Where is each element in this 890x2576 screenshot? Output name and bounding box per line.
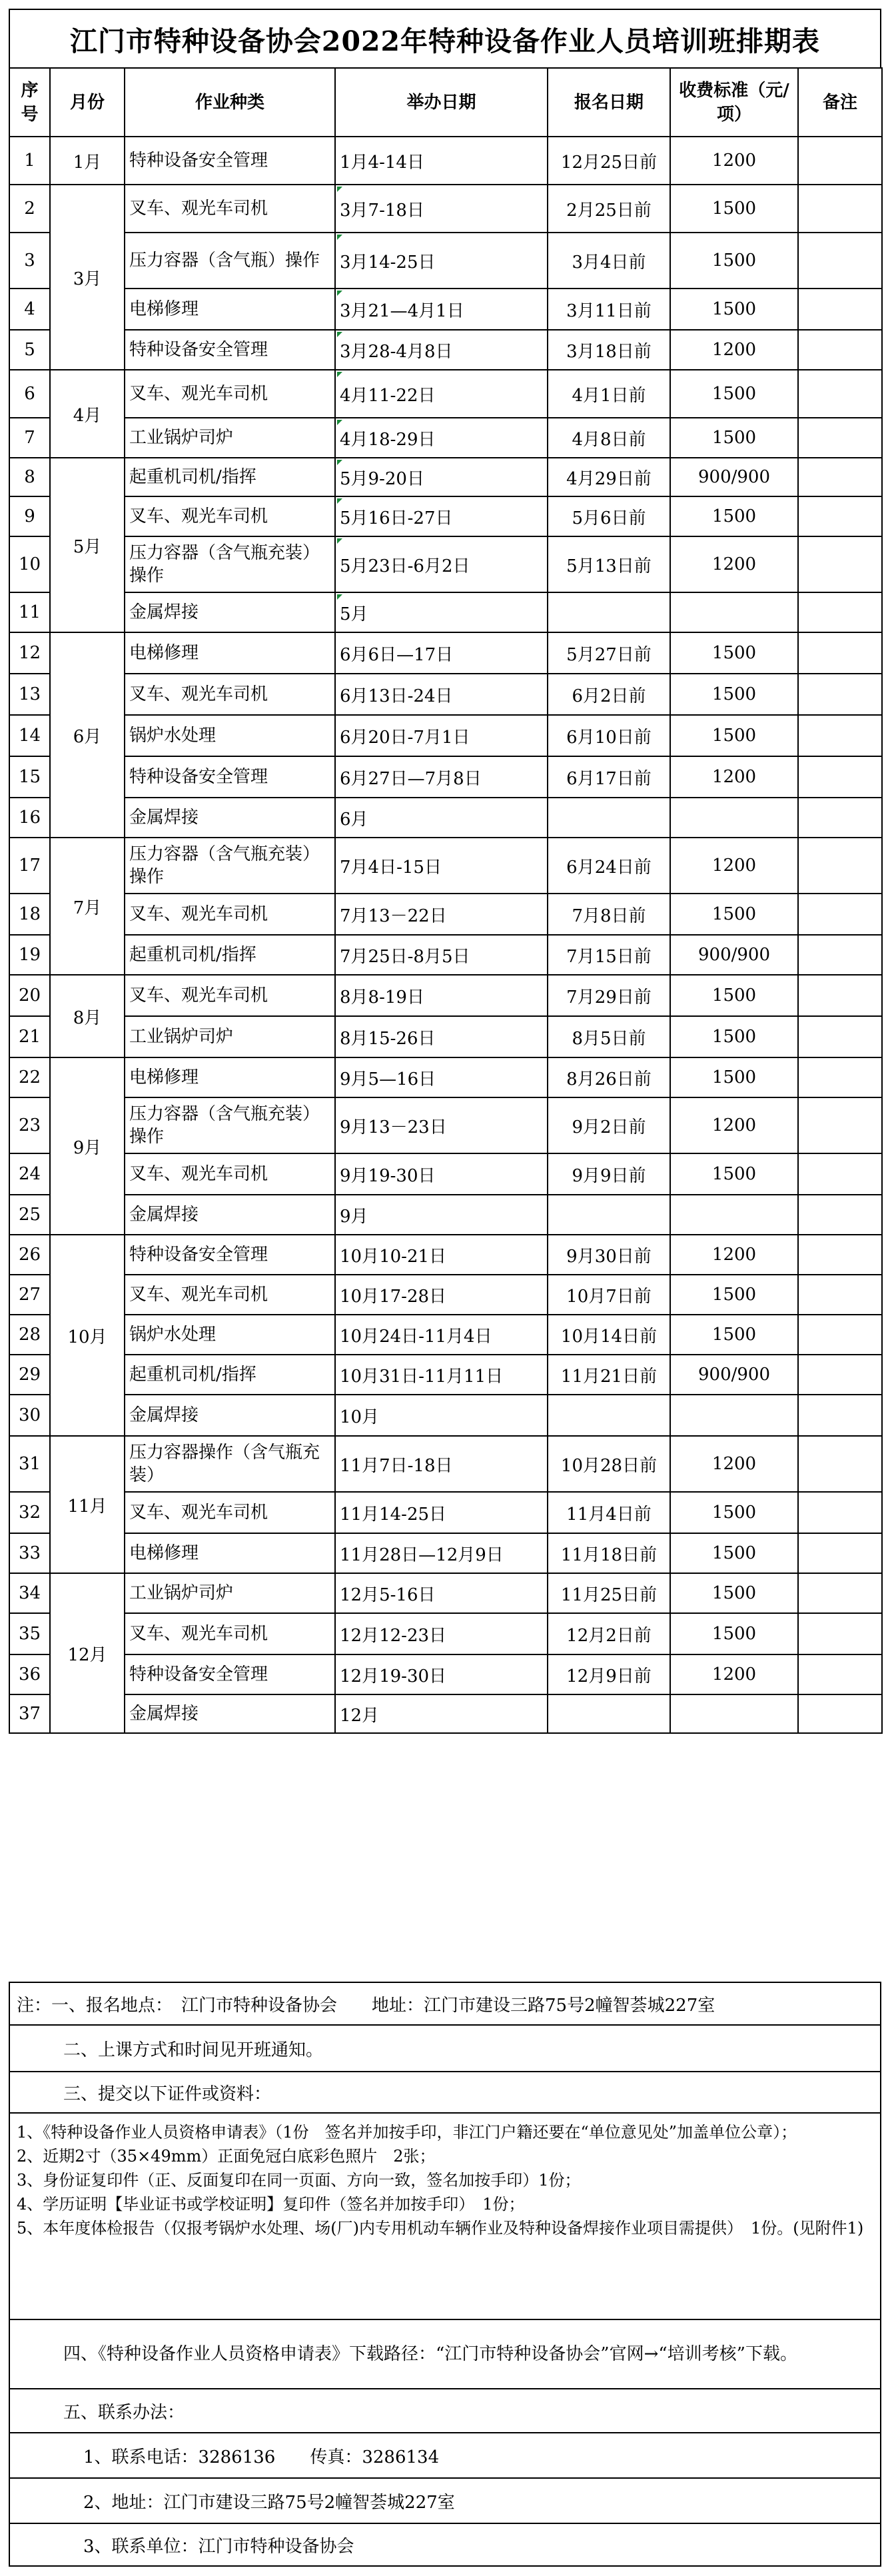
- remark-cell: [798, 1436, 882, 1492]
- fee-cell: 1200: [670, 330, 798, 370]
- fee-cell: 1200: [670, 1097, 798, 1153]
- list-item: 4、学历证明【毕业证书或学校证明】复印件（签名并加按手印） 1份；: [17, 2195, 525, 2214]
- registration-deadline-cell: [548, 1195, 670, 1235]
- row-number: 17: [9, 838, 50, 894]
- job-type-cell: 起重机司机/指挥: [125, 458, 335, 496]
- job-type-cell: 金属焊接: [125, 1395, 335, 1436]
- registration-deadline-cell: 3月18日前: [548, 330, 670, 370]
- fee-cell: 1200: [670, 137, 798, 185]
- table-row: [9, 1654, 882, 1694]
- fee-cell: 1500: [670, 674, 798, 715]
- fee-cell: 1500: [670, 894, 798, 935]
- registration-deadline-cell: 6月10日前: [548, 715, 670, 756]
- row-number: 26: [9, 1235, 50, 1275]
- remark-cell: [798, 592, 882, 632]
- table-row: [9, 632, 882, 674]
- fee-cell: [670, 592, 798, 632]
- registration-deadline-cell: 9月2日前: [548, 1097, 670, 1153]
- table-row: [9, 418, 882, 458]
- row-number: 16: [9, 798, 50, 838]
- row-number: 2: [9, 185, 50, 233]
- table-row: [9, 1057, 882, 1097]
- fee-cell: 1500: [670, 1016, 798, 1057]
- date-cell: 6月27日—7月8日: [335, 756, 548, 798]
- remark-cell: [798, 1613, 882, 1654]
- row-number: 12: [9, 632, 50, 674]
- fee-cell: 1500: [670, 975, 798, 1016]
- registration-deadline-cell: 10月14日前: [548, 1315, 670, 1355]
- job-type-cell: 电梯修理: [125, 632, 335, 674]
- table-row: [9, 1153, 882, 1195]
- fee-cell: 1500: [670, 1573, 798, 1613]
- registration-deadline-cell: 7月8日前: [548, 894, 670, 935]
- fee-cell: [670, 798, 798, 838]
- fee-cell: 1500: [670, 1492, 798, 1533]
- table-row: [9, 1275, 882, 1315]
- page-title: 江门市特种设备协会2022年特种设备作业人员培训班排期表: [9, 9, 881, 69]
- job-type-cell: 金属焊接: [125, 798, 335, 838]
- contact-address: 2、地址：江门市建设三路75号2幢智荟城227室: [10, 2477, 880, 2523]
- header-month: 月份: [50, 68, 125, 137]
- row-number: 14: [9, 715, 50, 756]
- remark-cell: [798, 137, 882, 185]
- table-row: [9, 1613, 882, 1654]
- date-cell: 9月: [335, 1195, 548, 1235]
- fee-cell: 900/900: [670, 458, 798, 496]
- remark-cell: [798, 458, 882, 496]
- notes-section: [9, 1982, 881, 2567]
- fee-cell: 1200: [670, 1436, 798, 1492]
- table-row: [9, 1533, 882, 1573]
- registration-deadline-cell: [548, 798, 670, 838]
- table-row: [9, 1694, 882, 1733]
- remark-cell: [798, 1153, 882, 1195]
- date-cell: 9月5—16日: [335, 1057, 548, 1097]
- remark-cell: [798, 798, 882, 838]
- fee-cell: 1500: [670, 1153, 798, 1195]
- table-row: [9, 137, 882, 185]
- table-row: [9, 1195, 882, 1235]
- date-cell: 6月20日-7月1日: [335, 715, 548, 756]
- table-row: [9, 458, 882, 496]
- row-number: 20: [9, 975, 50, 1016]
- fee-cell: 1500: [670, 632, 798, 674]
- registration-deadline-cell: 11月21日前: [548, 1355, 670, 1395]
- fee-cell: 1500: [670, 1533, 798, 1573]
- list-item: 3、身份证复印件（正、反面复印在同一页面、方向一致，签名加按手印）1份；: [17, 2171, 581, 2190]
- registration-deadline-cell: 10月7日前: [548, 1275, 670, 1315]
- fee-cell: 1200: [670, 756, 798, 798]
- registration-deadline-cell: 4月1日前: [548, 370, 670, 418]
- note-documents: 三、提交以下证件或资料：: [10, 2071, 880, 2112]
- list-item: 5、本年度体检报告（仅报考锅炉水处理、场(厂)内专用机动车辆作业及特种设备焊接作业项目需提供） 1份。(见附件1): [17, 2219, 864, 2238]
- fee-cell: 1500: [670, 1275, 798, 1315]
- row-number: 33: [9, 1533, 50, 1573]
- header-no: 序号: [9, 68, 50, 137]
- registration-deadline-cell: 12月25日前: [548, 137, 670, 185]
- table-row: [9, 1235, 882, 1275]
- fee-cell: 900/900: [670, 1355, 798, 1395]
- remark-cell: [798, 838, 882, 894]
- job-type-cell: 工业锅炉司炉: [125, 1016, 335, 1057]
- date-cell: 6月6日—17日: [335, 632, 548, 674]
- table-row: [9, 592, 882, 632]
- table-row: [9, 1395, 882, 1436]
- table-row: [9, 1492, 882, 1533]
- table-row: [9, 185, 882, 233]
- table-row: [9, 756, 882, 798]
- month-cell: 3月: [50, 185, 125, 370]
- date-cell: 4月18-29日: [335, 418, 548, 458]
- fee-cell: 900/900: [670, 935, 798, 975]
- remark-cell: [798, 536, 882, 592]
- job-type-cell: 电梯修理: [125, 1057, 335, 1097]
- fee-cell: [670, 1395, 798, 1436]
- table-row: [9, 1573, 882, 1613]
- remark-cell: [798, 185, 882, 233]
- registration-deadline-cell: 4月8日前: [548, 418, 670, 458]
- date-cell: 10月31日-11月11日: [335, 1355, 548, 1395]
- month-cell: 9月: [50, 1057, 125, 1235]
- job-type-cell: 电梯修理: [125, 289, 335, 330]
- row-number: 18: [9, 894, 50, 935]
- remark-cell: [798, 1533, 882, 1573]
- date-cell: 5月16日-27日: [335, 496, 548, 536]
- registration-deadline-cell: 11月18日前: [548, 1533, 670, 1573]
- remark-cell: [798, 289, 882, 330]
- row-number: 28: [9, 1315, 50, 1355]
- row-number: 37: [9, 1694, 50, 1733]
- registration-deadline-cell: 9月30日前: [548, 1235, 670, 1275]
- row-number: 27: [9, 1275, 50, 1315]
- job-type-cell: 电梯修理: [125, 1533, 335, 1573]
- job-type-cell: 叉车、观光车司机: [125, 1613, 335, 1654]
- table-row: [9, 1097, 882, 1153]
- remark-cell: [798, 894, 882, 935]
- job-type-cell: 叉车、观光车司机: [125, 370, 335, 418]
- table-row: [9, 1016, 882, 1057]
- row-number: 13: [9, 674, 50, 715]
- job-type-cell: 压力容器操作（含气瓶充装）: [125, 1436, 335, 1492]
- date-cell: 5月9-20日: [335, 458, 548, 496]
- date-cell: 12月: [335, 1694, 548, 1733]
- month-cell: 5月: [50, 458, 125, 632]
- row-number: 7: [9, 418, 50, 458]
- fee-cell: 1500: [670, 1315, 798, 1355]
- row-number: 8: [9, 458, 50, 496]
- row-number: 23: [9, 1097, 50, 1153]
- row-number: 29: [9, 1355, 50, 1395]
- table-row: [9, 370, 882, 418]
- date-cell: 8月8-19日: [335, 975, 548, 1016]
- date-cell: 7月13－22日: [335, 894, 548, 935]
- table-body: [9, 137, 882, 1733]
- remark-cell: [798, 935, 882, 975]
- job-type-cell: 金属焊接: [125, 592, 335, 632]
- job-type-cell: 叉车、观光车司机: [125, 1153, 335, 1195]
- row-number: 4: [9, 289, 50, 330]
- remark-cell: [798, 1275, 882, 1315]
- job-type-cell: 叉车、观光车司机: [125, 1275, 335, 1315]
- row-number: 35: [9, 1613, 50, 1654]
- date-cell: 3月21—4月1日: [335, 289, 548, 330]
- row-number: 19: [9, 935, 50, 975]
- remark-cell: [798, 233, 882, 289]
- date-cell: 12月5-16日: [335, 1573, 548, 1613]
- registration-deadline-cell: [548, 1694, 670, 1733]
- row-number: 6: [9, 370, 50, 418]
- job-type-cell: 起重机司机/指挥: [125, 1355, 335, 1395]
- registration-deadline-cell: 5月6日前: [548, 496, 670, 536]
- job-type-cell: 工业锅炉司炉: [125, 418, 335, 458]
- job-type-cell: 压力容器（含气瓶充装）操作: [125, 838, 335, 894]
- table-row: [9, 496, 882, 536]
- table-row: [9, 1315, 882, 1355]
- date-cell: 10月17-28日: [335, 1275, 548, 1315]
- registration-deadline-cell: 6月24日前: [548, 838, 670, 894]
- job-type-cell: 压力容器（含气瓶充装）操作: [125, 1097, 335, 1153]
- row-number: 21: [9, 1016, 50, 1057]
- job-type-cell: 特种设备安全管理: [125, 137, 335, 185]
- job-type-cell: 叉车、观光车司机: [125, 496, 335, 536]
- fee-cell: 1200: [670, 838, 798, 894]
- date-cell: 5月23日-6月2日: [335, 536, 548, 592]
- date-cell: 3月7-18日: [335, 185, 548, 233]
- fee-cell: 1500: [670, 418, 798, 458]
- date-cell: 3月14-25日: [335, 233, 548, 289]
- job-type-cell: 特种设备安全管理: [125, 756, 335, 798]
- remark-cell: [798, 1097, 882, 1153]
- date-cell: 10月10-21日: [335, 1235, 548, 1275]
- month-cell: 10月: [50, 1235, 125, 1436]
- remark-cell: [798, 1573, 882, 1613]
- fee-cell: [670, 1694, 798, 1733]
- job-type-cell: 锅炉水处理: [125, 715, 335, 756]
- registration-deadline-cell: 9月9日前: [548, 1153, 670, 1195]
- row-number: 15: [9, 756, 50, 798]
- job-type-cell: 金属焊接: [125, 1694, 335, 1733]
- remark-cell: [798, 1195, 882, 1235]
- list-item: 1、《特种设备作业人员资格申请表》（1份 签名并加按手印，非江门户籍还要在“单位意见处”加盖单位公章）；: [17, 2123, 797, 2142]
- registration-deadline-cell: 5月27日前: [548, 632, 670, 674]
- table-row: [9, 674, 882, 715]
- registration-deadline-cell: 12月2日前: [548, 1613, 670, 1654]
- row-number: 24: [9, 1153, 50, 1195]
- registration-deadline-cell: 7月15日前: [548, 935, 670, 975]
- header-remark: 备注: [798, 68, 882, 137]
- fee-cell: 1200: [670, 536, 798, 592]
- fee-cell: 1500: [670, 496, 798, 536]
- header-type: 作业种类: [125, 68, 335, 137]
- job-type-cell: 特种设备安全管理: [125, 330, 335, 370]
- month-cell: 6月: [50, 632, 125, 838]
- registration-deadline-cell: 2月25日前: [548, 185, 670, 233]
- month-cell: 11月: [50, 1436, 125, 1573]
- registration-deadline-cell: [548, 592, 670, 632]
- job-type-cell: 锅炉水处理: [125, 1315, 335, 1355]
- job-type-cell: 起重机司机/指挥: [125, 935, 335, 975]
- fee-cell: [670, 1195, 798, 1235]
- note-contact-heading: 五、联系办法：: [10, 2388, 880, 2432]
- date-cell: 10月24日-11月4日: [335, 1315, 548, 1355]
- job-type-cell: 叉车、观光车司机: [125, 185, 335, 233]
- date-cell: 5月: [335, 592, 548, 632]
- remark-cell: [798, 1315, 882, 1355]
- job-type-cell: 叉车、观光车司机: [125, 1492, 335, 1533]
- month-cell: 12月: [50, 1573, 125, 1733]
- header-fee: 收费标准（元/项）: [670, 68, 798, 137]
- list-item: 2、近期2寸（35×49mm）正面免冠白底彩色照片 2张；: [17, 2147, 436, 2166]
- remark-cell: [798, 1654, 882, 1694]
- header-date: 举办日期: [335, 68, 548, 137]
- registration-deadline-cell: 11月4日前: [548, 1492, 670, 1533]
- date-cell: 11月14-25日: [335, 1492, 548, 1533]
- table-row: [9, 715, 882, 756]
- registration-deadline-cell: 11月25日前: [548, 1573, 670, 1613]
- fee-cell: 1200: [670, 1654, 798, 1694]
- table-row: [9, 536, 882, 592]
- date-cell: 12月19-30日: [335, 1654, 548, 1694]
- remark-cell: [798, 1694, 882, 1733]
- date-cell: 7月25日-8月5日: [335, 935, 548, 975]
- documents-list: [10, 2112, 880, 2319]
- contact-unit: 3、联系单位：江门市特种设备协会: [10, 2523, 880, 2565]
- row-number: 5: [9, 330, 50, 370]
- table-row: [9, 798, 882, 838]
- date-cell: 12月12-23日: [335, 1613, 548, 1654]
- job-type-cell: 金属焊接: [125, 1195, 335, 1235]
- header-reg: 报名日期: [548, 68, 670, 137]
- remark-cell: [798, 496, 882, 536]
- date-cell: 6月13日-24日: [335, 674, 548, 715]
- date-cell: 8月15-26日: [335, 1016, 548, 1057]
- date-cell: 3月28-4月8日: [335, 330, 548, 370]
- remark-cell: [798, 1057, 882, 1097]
- note-download-path: 四、《特种设备作业人员资格申请表》下载路径：“江门市特种设备协会”官网→“培训考核”下载。: [10, 2319, 880, 2388]
- fee-cell: 1500: [670, 1057, 798, 1097]
- table-header-row: [9, 68, 882, 137]
- registration-deadline-cell: 7月29日前: [548, 975, 670, 1016]
- fee-cell: 1200: [670, 1235, 798, 1275]
- month-cell: 4月: [50, 370, 125, 458]
- table-row: [9, 330, 882, 370]
- row-number: 36: [9, 1654, 50, 1694]
- remark-cell: [798, 330, 882, 370]
- remark-cell: [798, 1355, 882, 1395]
- date-cell: 6月: [335, 798, 548, 838]
- date-cell: 9月13－23日: [335, 1097, 548, 1153]
- registration-deadline-cell: 6月2日前: [548, 674, 670, 715]
- remark-cell: [798, 370, 882, 418]
- schedule-table: [9, 67, 883, 1734]
- table-row: [9, 838, 882, 894]
- registration-deadline-cell: 10月28日前: [548, 1436, 670, 1492]
- date-cell: 11月28日—12月9日: [335, 1533, 548, 1573]
- job-type-cell: 压力容器（含气瓶充装）操作: [125, 536, 335, 592]
- table-row: [9, 289, 882, 330]
- note-registration-place: 注：一、报名地点： 江门市特种设备协会 地址：江门市建设三路75号2幢智荟城227室: [10, 1982, 880, 2024]
- table-row: [9, 1355, 882, 1395]
- registration-deadline-cell: 8月5日前: [548, 1016, 670, 1057]
- table-row: [9, 935, 882, 975]
- row-number: 25: [9, 1195, 50, 1235]
- remark-cell: [798, 1395, 882, 1436]
- registration-deadline-cell: 4月29日前: [548, 458, 670, 496]
- row-number: 3: [9, 233, 50, 289]
- registration-deadline-cell: 3月11日前: [548, 289, 670, 330]
- job-type-cell: 特种设备安全管理: [125, 1654, 335, 1694]
- registration-deadline-cell: 6月17日前: [548, 756, 670, 798]
- month-cell: 7月: [50, 838, 125, 975]
- row-number: 31: [9, 1436, 50, 1492]
- remark-cell: [798, 1492, 882, 1533]
- remark-cell: [798, 975, 882, 1016]
- job-type-cell: 压力容器（含气瓶）操作: [125, 233, 335, 289]
- job-type-cell: 叉车、观光车司机: [125, 674, 335, 715]
- fee-cell: 1500: [670, 1613, 798, 1654]
- registration-deadline-cell: 8月26日前: [548, 1057, 670, 1097]
- registration-deadline-cell: 12月9日前: [548, 1654, 670, 1694]
- row-number: 1: [9, 137, 50, 185]
- fee-cell: 1500: [670, 289, 798, 330]
- fee-cell: 1500: [670, 233, 798, 289]
- remark-cell: [798, 715, 882, 756]
- remark-cell: [798, 632, 882, 674]
- row-number: 30: [9, 1395, 50, 1436]
- row-number: 22: [9, 1057, 50, 1097]
- month-cell: 1月: [50, 137, 125, 185]
- remark-cell: [798, 418, 882, 458]
- row-number: 11: [9, 592, 50, 632]
- fee-cell: 1500: [670, 185, 798, 233]
- row-number: 32: [9, 1492, 50, 1533]
- registration-deadline-cell: 5月13日前: [548, 536, 670, 592]
- date-cell: 1月4-14日: [335, 137, 548, 185]
- job-type-cell: 叉车、观光车司机: [125, 894, 335, 935]
- table-row: [9, 1436, 882, 1492]
- remark-cell: [798, 1235, 882, 1275]
- table-row: [9, 894, 882, 935]
- registration-deadline-cell: [548, 1395, 670, 1436]
- row-number: 9: [9, 496, 50, 536]
- fee-cell: 1500: [670, 370, 798, 418]
- job-type-cell: 特种设备安全管理: [125, 1235, 335, 1275]
- remark-cell: [798, 1016, 882, 1057]
- job-type-cell: 叉车、观光车司机: [125, 975, 335, 1016]
- date-cell: 10月: [335, 1395, 548, 1436]
- registration-deadline-cell: 3月4日前: [548, 233, 670, 289]
- date-cell: 4月11-22日: [335, 370, 548, 418]
- date-cell: 11月7日-18日: [335, 1436, 548, 1492]
- contact-phone: 1、联系电话：3286136 传真：3286134: [10, 2432, 880, 2477]
- fee-cell: 1500: [670, 715, 798, 756]
- job-type-cell: 工业锅炉司炉: [125, 1573, 335, 1613]
- date-cell: 9月19-30日: [335, 1153, 548, 1195]
- row-number: 34: [9, 1573, 50, 1613]
- table-row: [9, 233, 882, 289]
- remark-cell: [798, 756, 882, 798]
- row-number: 10: [9, 536, 50, 592]
- remark-cell: [798, 674, 882, 715]
- table-row: [9, 975, 882, 1016]
- date-cell: 7月4日-15日: [335, 838, 548, 894]
- month-cell: 8月: [50, 975, 125, 1057]
- note-class-time: 二、上课方式和时间见开班通知。: [10, 2024, 880, 2071]
